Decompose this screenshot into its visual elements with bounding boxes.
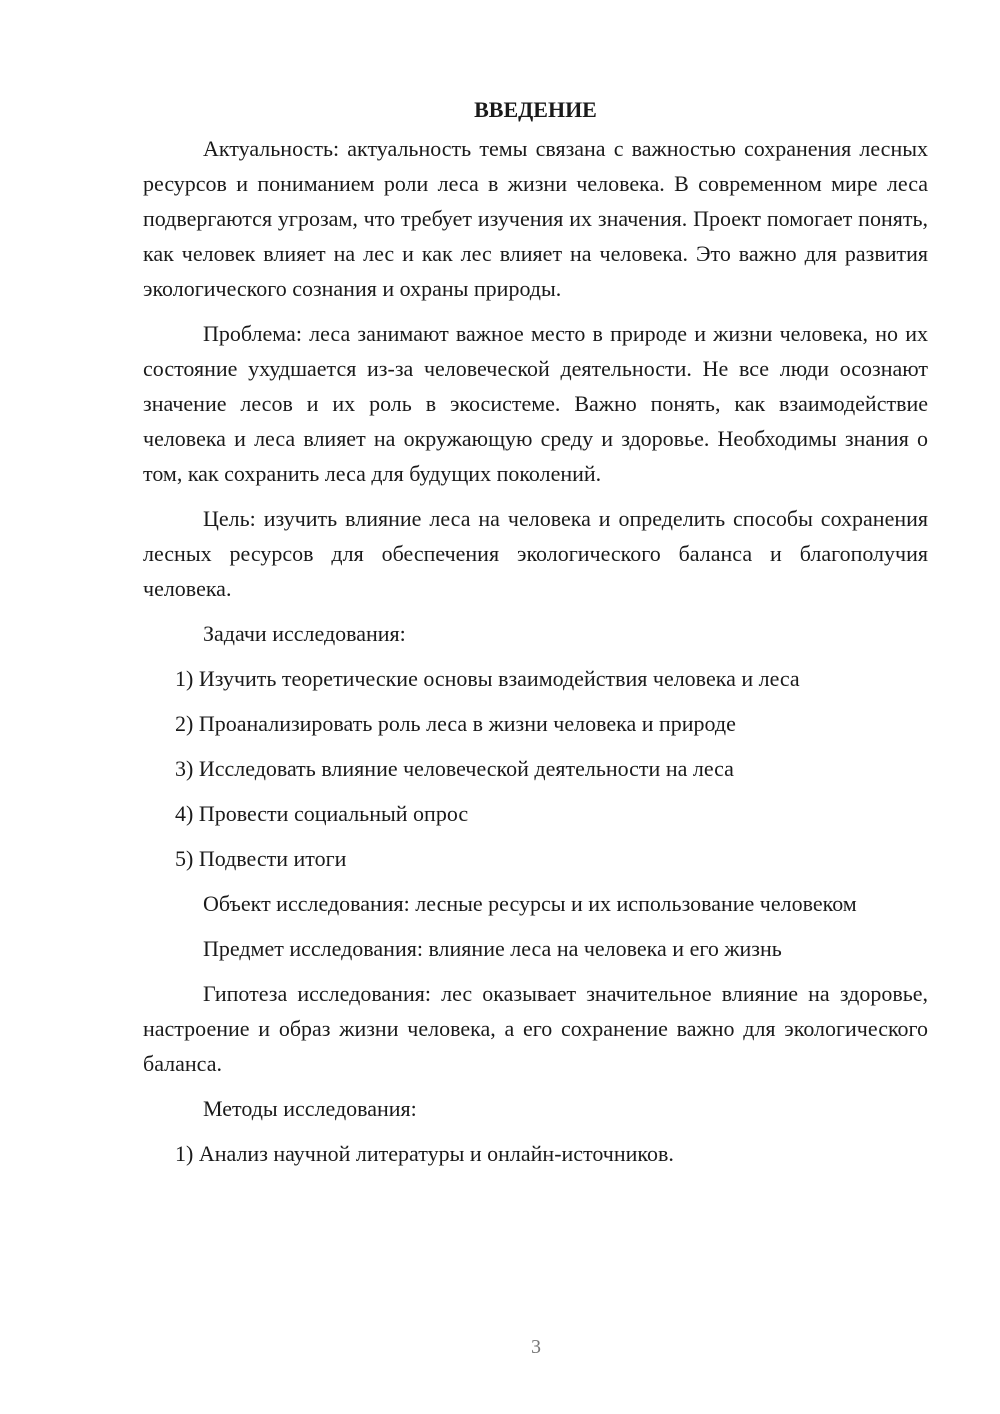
subject-paragraph: Предмет исследования: влияние леса на человека и его жизнь: [203, 936, 782, 961]
page-content: [143, 95, 928, 1181]
task-item-2: 2) Проанализировать роль леса в жизни человека и природе: [175, 711, 736, 736]
goal-paragraph: Цель: изучить влияние леса на человека и определить способы сохранения лесных ресурсов для обеспечения экологического баланса и благополучия человека.: [143, 506, 928, 601]
section-title: ВВЕДЕНИЕ: [474, 97, 597, 122]
task-item-4: 4) Провести социальный опрос: [175, 801, 469, 826]
task-item-1: 1) Изучить теоретические основы взаимодействия человека и леса: [175, 666, 800, 691]
relevance-paragraph: Актуальность: актуальность темы связана с важностью сохранения лесных ресурсов и пониманием роли леса в жизни человека. В современном мире леса подвергаются угрозам, что требует изучения их значения. Проект помогает понять, как человек влияет на лес и как лес влияет на человека. Это важно для развития экологического сознания и охраны природы.: [143, 136, 928, 301]
methods-heading: Методы исследования:: [203, 1096, 417, 1121]
task-item-3: 3) Исследовать влияние человеческой деятельности на леса: [175, 756, 734, 781]
tasks-heading: Задачи исследования:: [203, 621, 406, 646]
method-item-1: 1) Анализ научной литературы и онлайн-источников.: [175, 1141, 674, 1166]
task-item-5: 5) Подвести итоги: [175, 846, 347, 871]
object-paragraph: Объект исследования: лесные ресурсы и их использование человеком: [203, 891, 857, 916]
page-number: 3: [531, 1336, 541, 1358]
hypothesis-paragraph: Гипотеза исследования: лес оказывает значительное влияние на здоровье, настроение и образ жизни человека, а его сохранение важно для экологического баланса.: [143, 981, 928, 1076]
problem-paragraph: Проблема: леса занимают важное место в природе и жизни человека, но их состояние ухудшается из-за человеческой деятельности. Не все люди осознают значение лесов и их роль в экосистеме. Важно понять, как взаимодействие человека и леса влияет на окружающую среду и здоровье. Необходимы знания о том, как сохранить леса для будущих поколений.: [143, 321, 928, 486]
